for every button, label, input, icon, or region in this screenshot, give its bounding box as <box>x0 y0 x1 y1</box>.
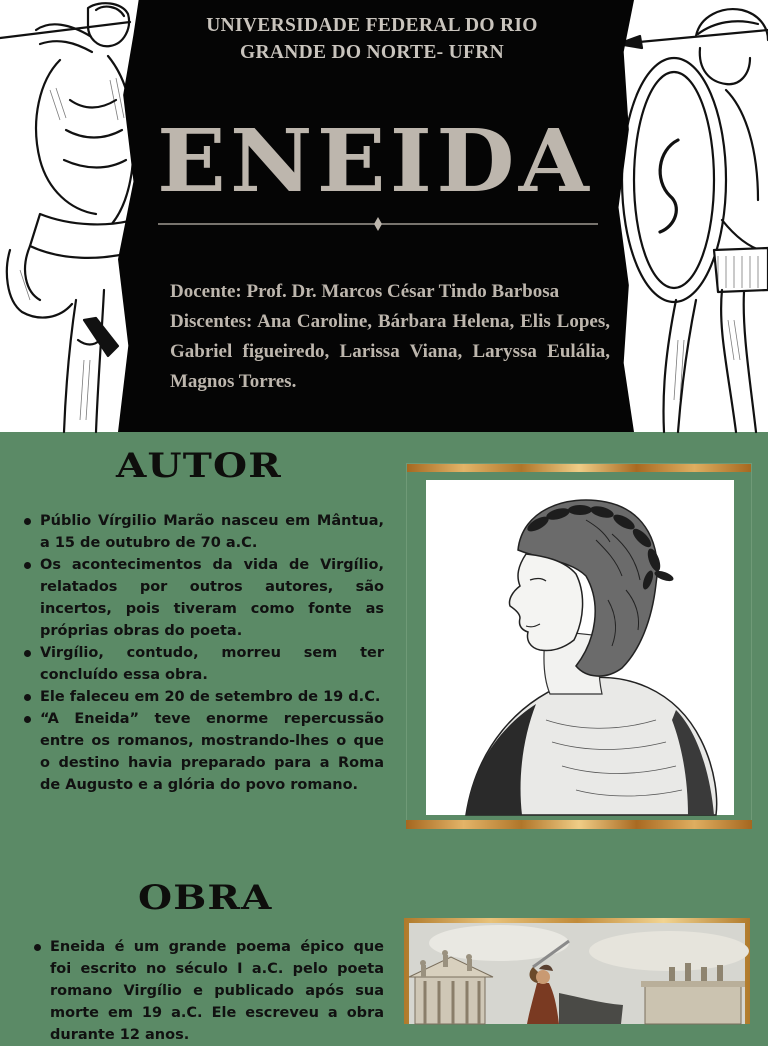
gold-frame-bottom <box>406 820 752 829</box>
list-item: Virgílio, contudo, morreu sem ter concluído essa obra. <box>22 642 384 686</box>
university-name <box>150 12 594 66</box>
autor-list <box>22 510 384 796</box>
roman-battle-painting <box>409 923 745 1024</box>
hoplite-engraving-right <box>618 0 768 432</box>
list-item: Ele faleceu em 20 de setembro de 19 d.C. <box>22 686 384 708</box>
list-item: Públio Vírgilio Marão nasceu em Mântua, a 15 de outubro de 70 a.C. <box>22 510 384 554</box>
obra-list <box>32 936 384 1046</box>
discentes-line: Discentes: Ana Caroline, Bárbara Helena, Elis Lopes, Gabriel figueiredo, Larissa Viana, Laryssa Eulália, Magnos Torres. <box>170 311 610 392</box>
obra-heading: OBRA <box>138 878 273 918</box>
virgil-portrait <box>426 480 734 815</box>
university-line-1: UNIVERSIDADE FEDERAL DO RIO <box>206 15 538 36</box>
autor-heading: AUTOR <box>116 446 282 486</box>
docente-line: Docente: Prof. Dr. Marcos César Tindo Barbosa <box>170 281 560 302</box>
ornament-divider <box>158 216 598 232</box>
list-item: Eneida é um grande poema épico que foi escrito no século I a.C. pelo poeta romano Virgílio e publicado após sua morte em 19 a.C. Ele escreveu a obra durante 12 anos. <box>32 936 384 1046</box>
battle-scene-illustration <box>409 923 745 1024</box>
header-banner <box>0 0 768 432</box>
university-line-2: GRANDE DO NORTE- UFRN <box>240 42 504 63</box>
list-item: “A Eneida” teve enorme repercussão entre os romanos, mostrando-lhes o que o destino havia preparado para a Roma de Augusto e a glória do povo romano. <box>22 708 384 796</box>
virgil-portrait-engraving <box>426 480 734 815</box>
painting-frame <box>404 918 750 1024</box>
credits-block <box>170 278 610 397</box>
list-item: Os acontecimentos da vida de Virgílio, relatados por outros autores, são incertos, pois tiveram como fonte as próprias obras do poeta. <box>22 554 384 642</box>
page-title: ENEIDA <box>156 111 594 212</box>
